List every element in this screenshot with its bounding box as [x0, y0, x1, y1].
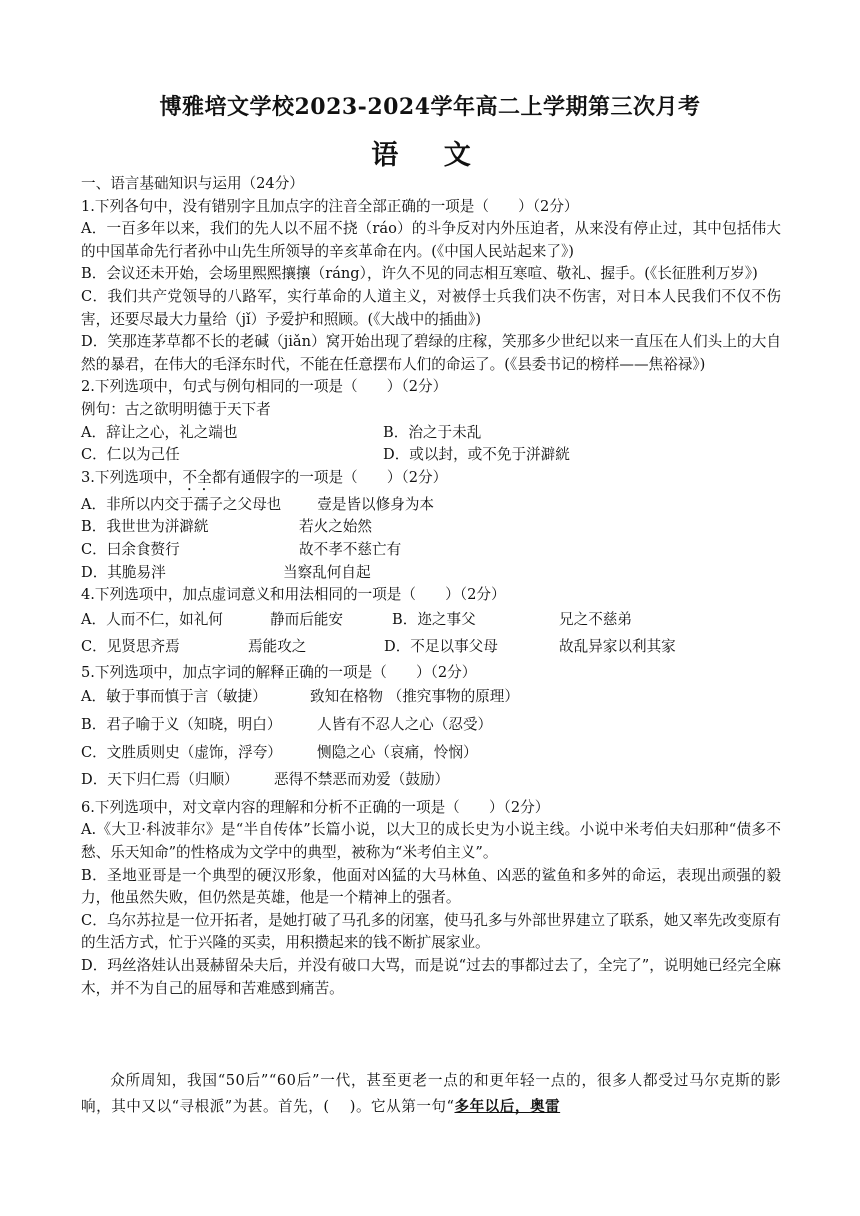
- q5-a-left: A．敏于事而慎于言（敏捷）: [81, 688, 267, 706]
- section-heading: 一、语言基础知识与运用（24分）: [81, 175, 304, 192]
- q5-option-c: [81, 742, 781, 765]
- q3-stem-pre: 3.下列选项中，: [81, 468, 183, 486]
- subject-title: 语 文: [371, 140, 489, 171]
- q5-option-b: [81, 714, 781, 737]
- q4-a-left: A．人而不仁，如礼何: [81, 610, 223, 628]
- q4-row-cd: [81, 636, 781, 659]
- q3-option-d: [81, 562, 781, 585]
- q3-option-a: [81, 494, 781, 517]
- q2-option-a: A．辞让之心，礼之端也: [81, 423, 238, 441]
- q3-c-right: 故不孝不慈亡有: [299, 540, 402, 558]
- q2-example: 例句：古之欲明明德于天下者: [81, 400, 271, 418]
- exam-title: 博雅培文学校2023-2024学年高二上学期第三次月考: [159, 94, 701, 120]
- q5-c-left: C．文胜质则史（虚饰，浮夸）: [81, 743, 282, 761]
- q3-c-left: C．曰余食赘行: [81, 540, 180, 558]
- q6-option-c: C．乌尔苏拉是一位开拓者，是她打破了马孔多的闭塞，使马孔多与外部世界建立了联系，她又率先改变原有的生活方式，忙于兴隆的买卖，用积攒起来的钱不断扩展家业。: [81, 911, 781, 952]
- q4-d-right: 故乱异家以利其家: [559, 638, 676, 656]
- q2-row-cd: [81, 444, 781, 467]
- q1-stem: 1.下列各句中，没有错别字且加点字的注音全部正确的一项是（ ）（2分）: [81, 197, 579, 215]
- q5-c-right: 恻隐之心（哀痛，怜悯）: [317, 743, 478, 761]
- q3-option-b: [81, 516, 781, 539]
- q4-row-ab: [81, 609, 781, 632]
- q3-b-right: 若火之始然: [299, 518, 372, 536]
- q3-a-left: A．非所以内交于孺子之父母也: [81, 495, 282, 513]
- q1-option-a: A．一百多年以来，我们的先人以不屈不挠（ráo）的斗争反对内外压迫者，从来没有停止过，其中包括伟大的中国革命先行者孙中山先生所领导的辛亥革命在内。(《中国人民站起来了》): [81, 220, 781, 260]
- q5-option-d: [81, 769, 781, 792]
- q3-d-right: 当察乱何自起: [283, 563, 371, 581]
- q5-d-right: 恶得不禁恶而劝爱（鼓励）: [274, 771, 450, 789]
- q2-row-ab: [81, 422, 781, 445]
- q4-b-right: 兄之不慈弟: [559, 610, 632, 628]
- q4-b-left: B．迩之事父: [392, 610, 476, 628]
- q4-stem: 4.下列选项中，加点虚词意义和用法相同的一项是（ ）（2分）: [81, 586, 506, 604]
- q4-c-left: C．见贤思齐焉: [81, 638, 180, 656]
- reading-passage: [81, 1068, 781, 1120]
- q3-stem-emphasis: 不全: [182, 468, 212, 486]
- q5-a-right: 致知在格物 （推究事物的原理）: [310, 688, 519, 706]
- q5-stem: 5.下列选项中，加点字词的解释正确的一项是（ ）（2分）: [81, 663, 477, 681]
- q1-option-c: C．我们共产党领导的八路军，实行革命的人道主义，对被俘士兵我们决不伤害，对日本人民我们不仅不伤害，还要尽最大力量给（jǐ）予爱护和照顾。(《大战中的插曲》): [81, 287, 781, 328]
- q5-b-left: B．君子喻于义（知晓，明白）: [81, 716, 282, 734]
- q3-option-c: [81, 539, 781, 562]
- q5-b-right: 人皆有不忍人之心（忍受）: [317, 716, 493, 734]
- q1-option-d: D．笑那连茅草都不长的老碱（jiǎn）窝开始出现了碧绿的庄稼，笑那多少世纪以来一直压在人们头上的大自然的暴君，在伟大的毛泽东时代，不能在任意摆布人们的命运了。(《县委书记的榜样——焦裕禄》): [81, 333, 781, 373]
- q6-stem: 6.下列选项中，对文章内容的理解和分析不正确的一项是（ ）（2分）: [81, 798, 550, 816]
- q5-d-left: D．天下归仁焉（归顺）: [81, 771, 239, 789]
- exam-content: [81, 173, 781, 1000]
- q4-c-right: 焉能攻之: [248, 638, 307, 656]
- q4-a-right: 静而后能安: [270, 610, 343, 628]
- passage-underlined-quote: 多年以后，奥雷: [454, 1098, 561, 1115]
- q6-option-d: D．玛丝洛娃认出聂赫留朵夫后，并没有破口大骂，而是说“过去的事都过去了，全完了”，说明她已经完全麻木，并不为自己的屈辱和苦难感到痛苦。: [81, 957, 781, 997]
- q2-option-d: D．或以封，或不免于洴澼絖: [383, 446, 570, 464]
- q3-a-right: 壹是皆以修身为本: [317, 495, 435, 513]
- q3-d-left: D．其脆易泮: [81, 563, 166, 581]
- q5-option-a: [81, 686, 781, 709]
- q4-d-left: D．不足以事父母: [384, 638, 498, 656]
- passage-text: 众所周知，我国“50后”“60后”一代，甚至更老一点的和更年轻一点的，很多人都受过马尔克斯的影响，其中又以“寻根派”为甚。首先，( )。它从第一句“: [81, 1072, 781, 1115]
- q2-option-c: C．仁以为己任: [81, 446, 180, 464]
- q1-option-b: B．会议还未开始，会场里熙熙攘攘（ráng），许久不见的同志相互寒喧、敬礼、握手。(《长征胜利万岁》): [81, 265, 758, 283]
- q6-option-a: A.《大卫·科波菲尔》是“半自传体”长篇小说，以大卫的成长史为小说主线。小说中米考伯夫妇那种“债多不愁、乐天知命”的性格成为文学中的典型，被称为“米考伯主义”。: [81, 821, 781, 862]
- q3-stem: [81, 467, 781, 494]
- q2-option-b: B．治之于未乱: [383, 423, 482, 441]
- q3-b-left: B．我世世为洴澼絖: [81, 518, 209, 536]
- q6-option-b: B．圣地亚哥是一个典型的硬汉形象，他面对凶猛的大马林鱼、凶恶的鲨鱼和多舛的命运，表现出顽强的毅力，他虽然失败，但仍然是英雄，他是一个精神上的强者。: [81, 866, 781, 907]
- q3-stem-post: 都有通假字的一项是（ ）（2分）: [211, 468, 448, 486]
- q2-stem: 2.下列选项中，句式与例句相同的一项是（ ）（2分）: [81, 378, 448, 396]
